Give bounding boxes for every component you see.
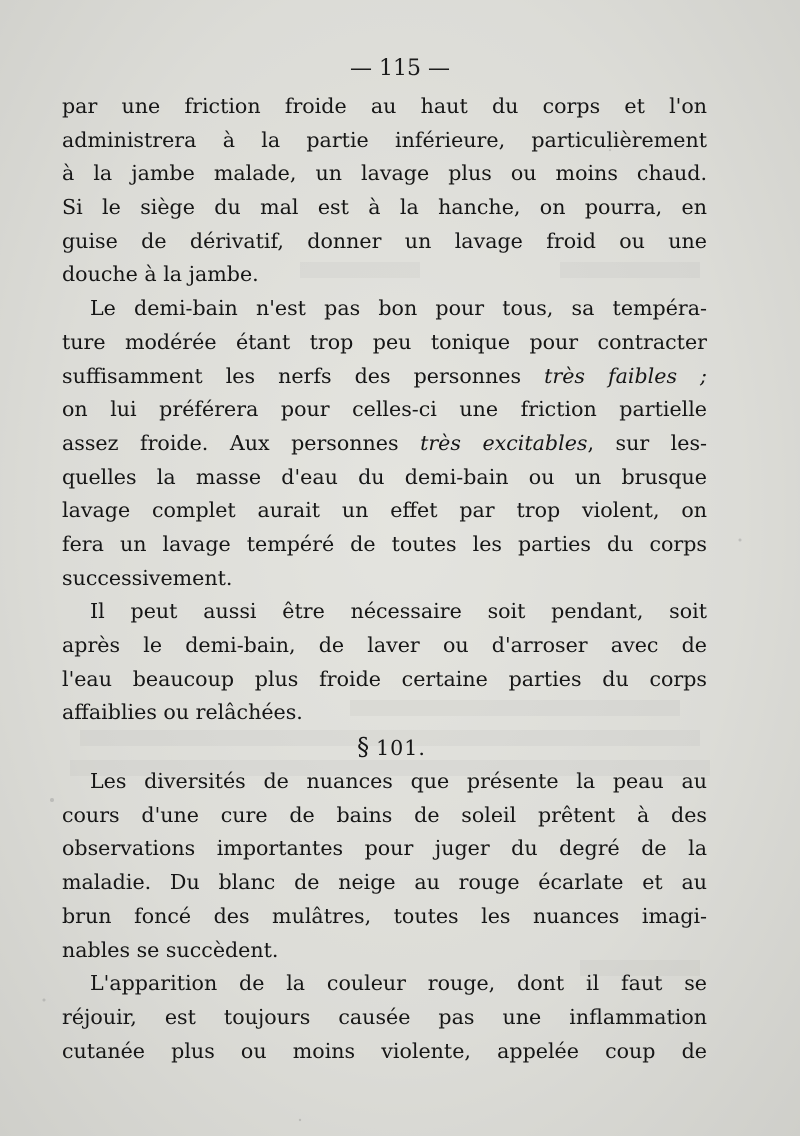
text-line: lavage complet aurait un effet par trop violent, on: [62, 498, 707, 523]
text-line: L'apparition de la couleur rouge, dont il faut se: [90, 971, 707, 996]
text-line: assez froide. Aux personnes très excitables, sur les-: [62, 430, 707, 455]
text-line: suffisamment les nerfs des personnes très faibles ;: [62, 363, 707, 388]
text-line: Si le siège du mal est à la hanche, on pourra, en: [62, 195, 707, 220]
text-line: brun foncé des mulâtres, toutes les nuances imagi-: [62, 903, 707, 928]
text-line: successivement.: [62, 565, 233, 590]
text-line: par une friction froide au haut du corps et l'on: [62, 94, 707, 118]
text-line: administrera à la partie inférieure, particulièrement: [62, 127, 707, 152]
text-line: ture modérée étant trop peu tonique pour contracter: [62, 329, 707, 354]
section-heading: [62, 730, 707, 765]
paragraph-2: [62, 292, 707, 595]
paragraph-1: [62, 90, 707, 292]
text-line: nables se succèdent.: [62, 937, 279, 962]
text-line: on lui préférera pour celles-ci une friction partielle: [62, 397, 707, 422]
text-line: affaiblies ou relâchées.: [62, 700, 303, 725]
text-line: Les diversités de nuances que présente la peau au: [90, 769, 707, 794]
paragraph-5: [62, 967, 707, 1068]
emphasis-text: très faibles ;: [544, 363, 707, 388]
emphasis-text: très excitables: [420, 430, 588, 455]
text-line: l'eau beaucoup plus froide certaine parties du corps: [62, 666, 707, 691]
text-line: à la jambe malade, un lavage plus ou moins chaud.: [62, 161, 707, 186]
text-line: maladie. Du blanc de neige au rouge écarlate et au: [62, 870, 707, 895]
text-line: douche à la jambe.: [62, 262, 259, 287]
paragraph-4: [62, 765, 707, 967]
text-line: quelles la masse d'eau du demi-bain ou un brusque: [62, 464, 707, 489]
text-line: Le demi-bain n'est pas bon pour tous, sa tempéra-: [90, 296, 707, 321]
text-line: réjouir, est toujours causée pas une inflammation: [62, 1004, 707, 1029]
text-line: guise de dérivatif, donner un lavage froid ou une: [62, 228, 707, 253]
text-line: observations importantes pour juger du degré de la: [62, 836, 707, 861]
paragraph-3: [62, 595, 707, 730]
text-line: cutanée plus ou moins violente, appelée coup de: [62, 1038, 707, 1063]
text-line: cours d'une cure de bains de soleil prêtent à des: [62, 802, 707, 827]
page-number: — 115 —: [350, 56, 450, 81]
section-number: 101.: [376, 736, 426, 761]
section-mark: §: [357, 733, 371, 762]
text-line: fera un lavage tempéré de toutes les parties du corps: [62, 531, 707, 556]
body-text: [62, 90, 707, 1068]
text-line: Il peut aussi être nécessaire soit pendant, soit: [90, 599, 707, 624]
text-line: après le demi-bain, de laver ou d'arroser avec de: [62, 633, 707, 657]
